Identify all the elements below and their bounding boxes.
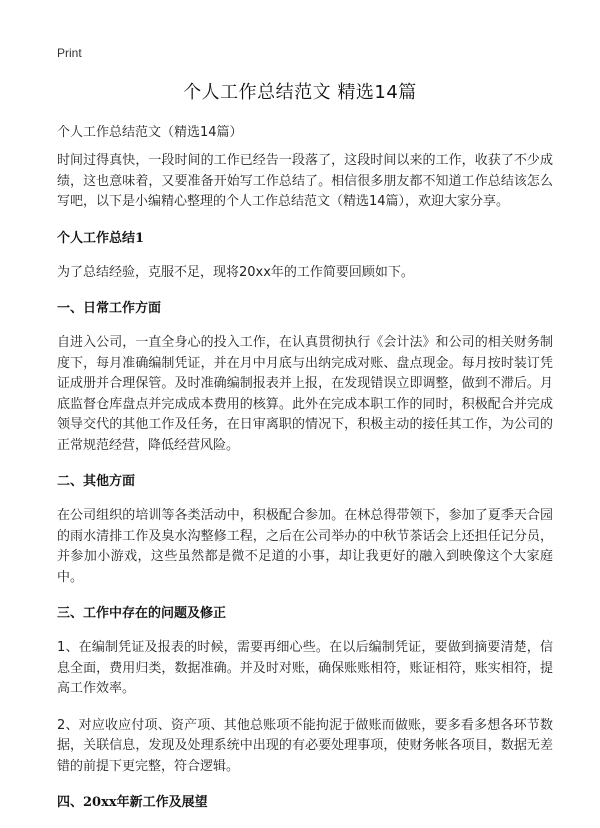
heading-daily-work: 一、日常工作方面 (57, 301, 162, 316)
document-subtitle: 个人工作总结范文（精选14篇） (57, 125, 243, 140)
section-title: 个人工作总结1 (57, 230, 145, 246)
document-body (57, 151, 553, 827)
heading-problems: 三、工作中存在的问题及修正 (57, 606, 227, 621)
heading-new-work: 四、20xx年新工作及展望 (57, 795, 208, 810)
paragraph-problems-1: 1、在编制凭证及报表的时候，需要再细心些。在以后编制凭证，要做到摘要清楚，信息全面，费用归类，数据准确。并及时对账，确保账账相符，账证相符，账实相符，提高工作效率。 (57, 640, 553, 696)
print-label[interactable]: Print (57, 46, 82, 60)
heading-other: 二、其他方面 (57, 474, 136, 489)
paragraph-daily-work: 自进入公司，一直全身心的投入工作，在认真贯彻执行《会计法》和公司的相关财务制度下，每月准确编制凭证，并在月中月底与出纳完成对账、盘点现金。每月按时装订凭证成册并合理保管。及时准确编制报表并上报，在发现错误立即调整，做到不滞后。月底监督仓库盘点并完成成本费用的核算。此外在完成本职工作的同时，积极配合并完成领导交代的其他工作及任务，在日审离职的情况下，积极主动的接任其工作，为公司的正常规范经营，降低经营风险。 (57, 335, 553, 453)
intro-paragraph: 时间过得真快，一段时间的工作已经告一段落了，这段时间以来的工作，收获了不少成绩，这也意味着，又要准备开始写工作总结了。相信很多朋友都不知道工作总结该怎么写吧，以下是小编精心整理的个人工作总结范文（精选14篇），欢迎大家分享。 (57, 153, 553, 209)
section-intro-paragraph: 为了总结经验，克服不足，现将20xx年的工作简要回顾如下。 (57, 264, 414, 280)
paragraph-problems-2: 2、对应收应付项、资产项、其他总账项不能拘泥于做账而做账，要多看多想各环节数据，关联信息，发现及处理系统中出现的有必要处理事项，使财务帐各项目，数据无差错的前提下更完整，符合逻辑。 (57, 717, 553, 774)
paragraph-other: 在公司组织的培训等各类活动中，积极配合参加。在林总得带领下，参加了夏季天合园的雨水清排工作及臭水沟整修工程，之后在公司举办的中秋节茶话会上还担任记分员，并参加小游戏，这些虽然都是微不足道的小事，却让我更好的融入到映像这个大家庭中。 (57, 508, 553, 585)
page-title: 个人工作总结范文 精选14篇 (183, 82, 417, 103)
